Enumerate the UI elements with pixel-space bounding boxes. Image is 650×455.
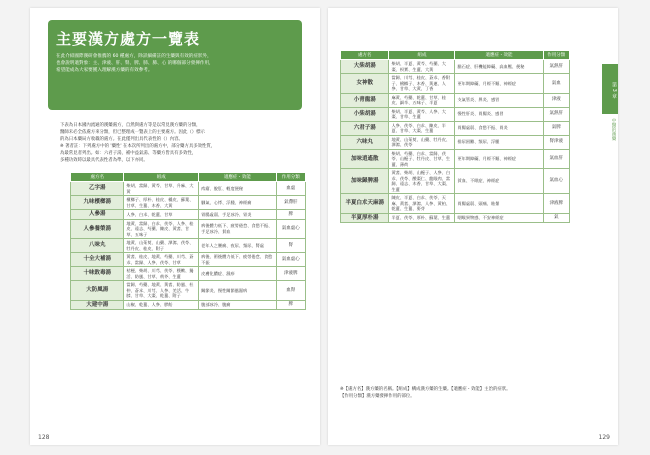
table-row bbox=[71, 281, 306, 301]
cell-cat: 氣血虛心 bbox=[276, 253, 305, 267]
cell-cat: 氣熱肝 bbox=[543, 60, 569, 74]
intro-box bbox=[48, 20, 302, 110]
cell-cat: 脾 bbox=[276, 300, 305, 310]
cell-ing: 當歸、川芎、桂皮、蒼朮、香附子、檳榔子、木香、黃連、人參、甘草、大黃、丁香 bbox=[389, 74, 455, 94]
table-row bbox=[341, 194, 570, 214]
cell-eff: 病後、術後體力低下、疲勞倦怠、食慾不振 bbox=[199, 253, 276, 267]
cell-cat: 腎 bbox=[276, 239, 305, 253]
cell-ing: 柴胡、當歸、黃芩、甘草、升麻、大黃 bbox=[124, 182, 199, 196]
cell-name: 小青龍湯 bbox=[341, 93, 389, 107]
body-paragraph bbox=[60, 122, 300, 164]
cell-ing: 柴胡、半夏、黃芩、人參、大棗、甘草、生薑 bbox=[389, 107, 455, 121]
cell-ing: 山椒、乾薑、人參、膠飴 bbox=[124, 300, 199, 310]
cell-ing: 當歸、芍藥、地黃、黃耆、防風、杜仲、蒼朮、川芎、人參、羌活、牛膝、甘草、大棗、乾薑、附子 bbox=[124, 281, 199, 301]
table-header-row bbox=[341, 51, 570, 60]
cell-ing: 半夏、茯苓、厚朴、蘇葉、生薑 bbox=[389, 213, 455, 223]
left-page bbox=[30, 8, 320, 445]
cell-name: 大建中湯 bbox=[71, 300, 124, 310]
cell-cat: 脾 bbox=[276, 210, 305, 220]
cell-eff: 胃腸虛弱、手足冰冷、胃炎 bbox=[199, 210, 276, 220]
cell-cat: 氣血 bbox=[543, 74, 569, 94]
cell-eff: 排尿困難、頻尿、浮腫 bbox=[455, 135, 543, 149]
table-header-row bbox=[71, 173, 306, 182]
cell-ing: 地黃、當歸、白朮、茯苓、人參、桂皮、遠志、芍藥、陳皮、黃耆、甘草、五味子 bbox=[124, 219, 199, 239]
cell-eff: 更年期障礙、月經不順、神經症 bbox=[455, 74, 543, 94]
cell-name: 半夏厚朴湯 bbox=[341, 213, 389, 223]
table-row bbox=[341, 60, 570, 74]
header-category: 作用分類 bbox=[276, 173, 305, 182]
table-row bbox=[341, 121, 570, 135]
cell-cat: 津液脾 bbox=[543, 194, 569, 214]
cell-eff: 支氣管炎、鼻炎、感冒 bbox=[455, 93, 543, 107]
chapter-tab: 第 3 章 bbox=[602, 64, 618, 114]
cell-eff: 慢性肝炎、胃腸炎、感冒 bbox=[455, 107, 543, 121]
footnote-line: ※【處方名】漢方藥的名稱。【組成】構成漢方藥的生藥。【適應症・效能】主治的症狀。 bbox=[340, 387, 511, 392]
page-number: 128 bbox=[38, 434, 50, 441]
header-ingredients: 組成 bbox=[124, 173, 199, 182]
prescription-table-left bbox=[70, 172, 306, 310]
cell-cat: 腎津液 bbox=[543, 135, 569, 149]
cell-ing: 桔梗、柴胡、川芎、茯苓、樸樕、獨活、防風、甘草、荊芥、生薑 bbox=[124, 267, 199, 281]
chapter-subtitle: 中醫的漢藥 bbox=[611, 118, 616, 141]
table-row bbox=[341, 135, 570, 149]
table-row bbox=[71, 182, 306, 196]
table-row bbox=[71, 210, 306, 220]
cell-cat: 氣血心 bbox=[543, 169, 569, 194]
cell-ing: 黃耆、柴胡、山梔子、人參、白朮、茯苓、酸棗仁、龍眼肉、當歸、遠志、木香、甘草、大棗、生薑 bbox=[389, 169, 455, 194]
page-title: 主要漢方處方一覽表 bbox=[56, 30, 201, 48]
cell-ing: 麻黃、芍藥、乾薑、甘草、桂皮、細辛、五味子、半夏 bbox=[389, 93, 455, 107]
header-name: 處方名 bbox=[341, 51, 389, 60]
cell-cat: 氣滯肝 bbox=[276, 196, 305, 210]
table-row bbox=[71, 239, 306, 253]
body-line: ※ 著者註：下列處方中的 '藥性' 在本次所列出的處方中，部分藥方具多效性質， bbox=[60, 144, 216, 149]
cell-eff: 咽喉異物感、不安神經症 bbox=[455, 213, 543, 223]
table-row bbox=[341, 213, 570, 223]
cell-name: 女神散 bbox=[341, 74, 389, 94]
intro-line: 希望能成為大家要獲入理解漢方藥的有效參考。 bbox=[56, 68, 153, 73]
cell-name: 六味丸 bbox=[341, 135, 389, 149]
cell-eff: 胃腸虛弱、頭痛、眩暈 bbox=[455, 194, 543, 214]
header-effects: 適應症・效能 bbox=[199, 173, 276, 182]
table-row bbox=[341, 74, 570, 94]
footnote-line: 【作用分類】漢方藥發揮作用的部位。 bbox=[340, 394, 415, 399]
cell-ing: 人參、茯苓、白朮、陳皮、半夏、甘草、大棗、生薑 bbox=[389, 121, 455, 135]
table-row bbox=[71, 219, 306, 239]
cell-name: 十全大補湯 bbox=[71, 253, 124, 267]
cell-ing: 柴胡、芍藥、白朮、當歸、茯苓、山梔子、牡丹皮、甘草、生薑、薄荷 bbox=[389, 149, 455, 169]
footnote bbox=[340, 386, 570, 400]
cell-cat: 血腎 bbox=[276, 281, 305, 301]
cell-ing: 檳榔子、厚朴、桂皮、橘皮、蘇葉、甘草、生薑、木香、大黃 bbox=[124, 196, 199, 210]
intro-text bbox=[56, 53, 294, 74]
cell-ing: 地黃、山茱萸、山藥、牡丹皮、澤瀉、茯苓 bbox=[389, 135, 455, 149]
cell-ing: 地黃、山茱萸、山藥、澤瀉、茯苓、牡丹皮、桂皮、附子 bbox=[124, 239, 199, 253]
cell-eff: 腳氣、心悸、浮腫、神經痛 bbox=[199, 196, 276, 210]
body-line: 為最常見者列出。如：六君子湯，補中益氣湯、等藥方皆具有多效性， bbox=[60, 151, 197, 156]
right-page bbox=[328, 8, 618, 445]
cell-eff: 更年期障礙、月經不順、神經症 bbox=[455, 149, 543, 169]
table-row bbox=[71, 196, 306, 210]
cell-name: 大防風湯 bbox=[71, 281, 124, 301]
cell-cat: 血虛 bbox=[276, 182, 305, 196]
header-category: 作用分類 bbox=[543, 51, 569, 60]
cell-eff: 貧血、不眠症、神經症 bbox=[455, 169, 543, 194]
table-row bbox=[341, 169, 570, 194]
intro-line: 在此介紹國際漢研會推薦的 60 種處方，除詳細備註的生藥與有效的症狀外， bbox=[56, 54, 212, 59]
cell-name: 人參養榮湯 bbox=[71, 219, 124, 239]
table-row bbox=[341, 107, 570, 121]
cell-ing: 陳皮、半夏、白朮、茯苓、天麻、黃耆、澤瀉、人參、黃柏、乾薑、生薑、麥芽 bbox=[389, 194, 455, 214]
cell-name: 六君子湯 bbox=[341, 121, 389, 135]
cell-name: 大柴胡湯 bbox=[341, 60, 389, 74]
cell-eff: 胃腸虛弱、食慾不振、胃炎 bbox=[455, 121, 543, 135]
cell-eff: 腹部冰冷、腹痛 bbox=[199, 300, 276, 310]
cell-cat: 津液 bbox=[543, 93, 569, 107]
cell-eff: 痔瘡、脫肛、輕度便秘 bbox=[199, 182, 276, 196]
header-ingredients: 組成 bbox=[389, 51, 455, 60]
table-row bbox=[341, 149, 570, 169]
body-line: 醫師未必全依處方來分類，但已整理成一覽表上的主要處方。因此（）標示 bbox=[60, 130, 205, 135]
header-effects: 適應症・效能 bbox=[455, 51, 543, 60]
cell-cat: 津液脾 bbox=[276, 267, 305, 281]
cell-cat: 氣 bbox=[543, 213, 569, 223]
cell-name: 乙字湯 bbox=[71, 182, 124, 196]
table-row bbox=[341, 93, 570, 107]
cell-name: 八味丸 bbox=[71, 239, 124, 253]
body-line: 下表為日本國內流通的漢藥處方，自然與處方等是以常見漢方藥的分類， bbox=[60, 123, 201, 128]
cell-cat: 氣脾 bbox=[543, 121, 569, 135]
cell-name: 九味檳榔湯 bbox=[71, 196, 124, 210]
table-row bbox=[71, 300, 306, 310]
cell-cat: 氣血肝 bbox=[543, 149, 569, 169]
cell-ing: 黃耆、桂皮、地黃、芍藥、川芎、蒼朮、當歸、人參、茯苓、甘草 bbox=[124, 253, 199, 267]
cell-cat: 氣熱肝 bbox=[543, 107, 569, 121]
cell-name: 加味歸脾湯 bbox=[341, 169, 389, 194]
cell-eff: 皮膚化膿症、濕疹 bbox=[199, 267, 276, 281]
prescription-table-right bbox=[340, 50, 570, 223]
cell-name: 小柴胡湯 bbox=[341, 107, 389, 121]
body-line: 的為日本藥局方收載的處方。在此僅列出具代表性的（）內容。 bbox=[60, 137, 183, 142]
page-number: 129 bbox=[598, 434, 610, 441]
cell-name: 加味逍遙散 bbox=[341, 149, 389, 169]
cell-ing: 人參、白朮、乾薑、甘草 bbox=[124, 210, 199, 220]
cell-name: 人參湯 bbox=[71, 210, 124, 220]
cell-ing: 柴胡、半夏、黃芩、芍藥、大棗、枳實、生薑、大黃 bbox=[389, 60, 455, 74]
cell-cat: 氣血虛心 bbox=[276, 219, 305, 239]
cell-eff: 老年人之腰痛、夜尿、頻尿、腎虛 bbox=[199, 239, 276, 253]
cell-eff: 膽石症、肝機能障礙、高血壓、便秘 bbox=[455, 60, 543, 74]
cell-eff: 關節炎、慢性關節風濕病 bbox=[199, 281, 276, 301]
body-line: 多種功效時以最具代表性者為準，以下亦同。 bbox=[60, 158, 148, 163]
cell-name: 半夏白朮天麻湯 bbox=[341, 194, 389, 214]
intro-line: 也會說明適對象：主、津液、肝、腎、脾、肺、肺、心 的哪個部分發揮作用， bbox=[56, 61, 214, 66]
cell-eff: 病後體力低下、疲勞倦怠、食慾不振、手足冰冷、貧血 bbox=[199, 219, 276, 239]
table-row bbox=[71, 253, 306, 267]
cell-name: 十味敗毒湯 bbox=[71, 267, 124, 281]
header-name: 處方名 bbox=[71, 173, 124, 182]
table-row bbox=[71, 267, 306, 281]
